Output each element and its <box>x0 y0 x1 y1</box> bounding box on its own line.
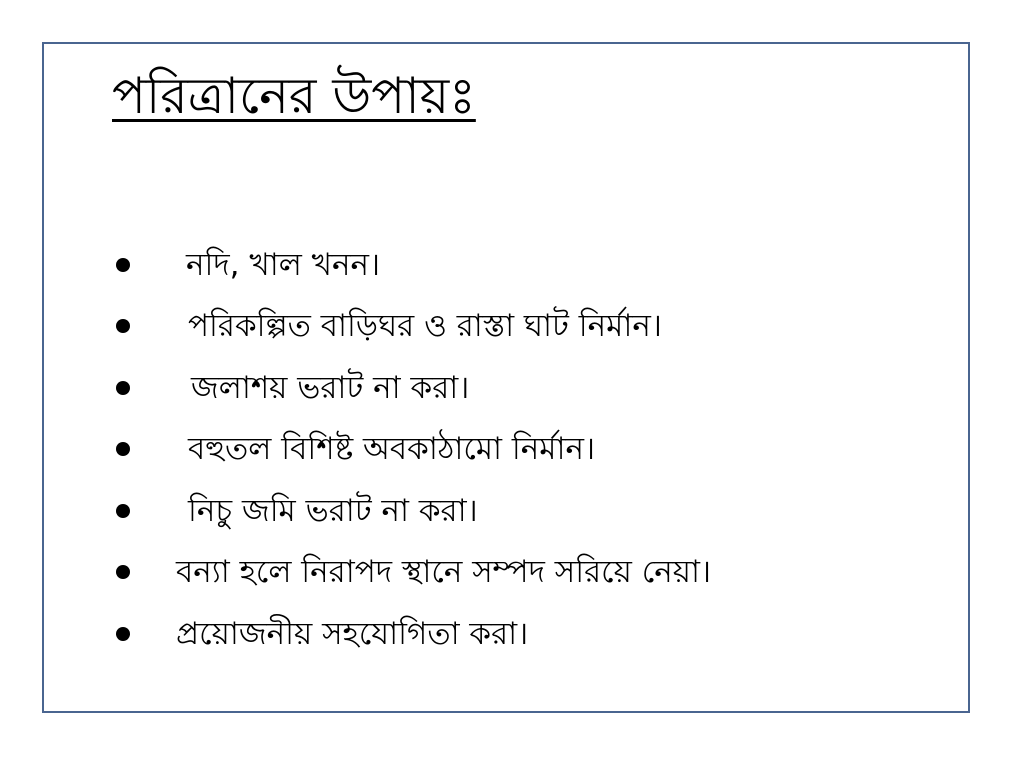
list-item-text: নদি, খাল খনন। <box>186 246 381 283</box>
list-item-text: জলাশয় ভরাট না করা। <box>191 369 470 406</box>
list-item <box>112 603 711 665</box>
bullet-icon <box>116 258 130 272</box>
list-item-text: বহুতল বিশিষ্ট অবকাঠামো নির্মান। <box>188 431 596 468</box>
list-item-text: নিচু জমি ভরাট না করা। <box>188 492 478 529</box>
slide-title: পরিত্রানের উপায়ঃ <box>112 67 476 125</box>
list-item-text: পরিকল্পিত বাড়িঘর ও রাস্তা ঘাট নির্মান। <box>188 308 662 345</box>
bullet-list <box>112 234 711 665</box>
list-item <box>112 296 711 358</box>
bullet-icon <box>116 319 130 333</box>
list-item <box>112 480 711 542</box>
bullet-icon <box>116 627 130 641</box>
bullet-icon <box>116 442 130 456</box>
bullet-icon <box>116 381 130 395</box>
bullet-icon <box>116 504 130 518</box>
list-item <box>112 542 711 604</box>
list-item <box>112 419 711 481</box>
list-item <box>112 234 711 296</box>
list-item <box>112 357 711 419</box>
bullet-icon <box>116 565 130 579</box>
list-item-text: প্রয়োজনীয় সহযোগিতা করা। <box>176 615 529 652</box>
list-item-text: বন্যা হলে নিরাপদ স্থানে সম্পদ সরিয়ে নেয়া। <box>176 554 712 591</box>
